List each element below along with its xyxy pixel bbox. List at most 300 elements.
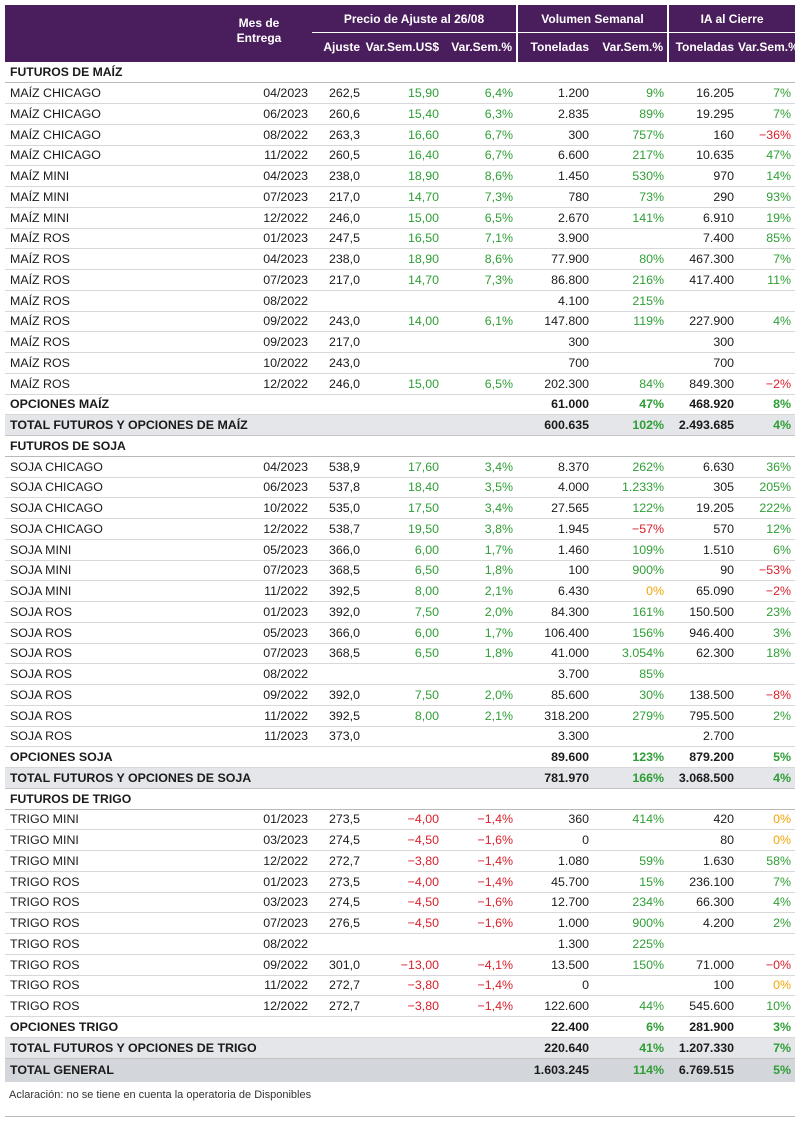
varsem-usd-value: −3,80 [364, 996, 443, 1017]
table-row [5, 519, 795, 540]
volumen-varsem-value: 123% [593, 747, 668, 768]
volumen-toneladas-value: 4.100 [517, 290, 593, 311]
volumen-toneladas-value: 1.080 [517, 851, 593, 872]
total-general-label: TOTAL GENERAL [5, 1058, 517, 1082]
ia-toneladas-value: 417.400 [668, 270, 738, 291]
mes-entrega: 11/2022 [220, 975, 312, 996]
volumen-toneladas-value: 84.300 [517, 602, 593, 623]
mes-entrega: 09/2022 [220, 311, 312, 332]
product-name: MAÍZ ROS [5, 353, 220, 374]
volumen-toneladas-value: 0 [517, 975, 593, 996]
ia-varsem-value: 7% [738, 83, 795, 104]
varsem-pct-value: 1,7% [443, 539, 517, 560]
header-toneladas-ia: Toneladas [668, 32, 738, 62]
varsem-usd-value: 6,50 [364, 643, 443, 664]
ia-varsem-value: 0% [738, 809, 795, 830]
volumen-varsem-value: 166% [593, 768, 668, 789]
ajuste-value: 272,7 [312, 996, 364, 1017]
opciones-row [5, 747, 795, 768]
section-title: FUTUROS DE SOJA [5, 436, 795, 457]
varsem-usd-value: −13,00 [364, 954, 443, 975]
volumen-toneladas-value: 202.300 [517, 373, 593, 394]
ia-toneladas-value: 795.500 [668, 705, 738, 726]
ia-toneladas-value: 468.920 [668, 394, 738, 415]
volumen-toneladas-value: 781.970 [517, 768, 593, 789]
header-ajuste: Ajuste [312, 32, 364, 62]
ia-varsem-value: 7% [738, 249, 795, 270]
ia-toneladas-value: 16.205 [668, 83, 738, 104]
varsem-pct-value: 7,3% [443, 187, 517, 208]
table-row [5, 560, 795, 581]
ia-varsem-value: 93% [738, 187, 795, 208]
ia-toneladas-value: 6.630 [668, 456, 738, 477]
volumen-toneladas-value: 12.700 [517, 892, 593, 913]
varsem-usd-value [364, 726, 443, 747]
volumen-varsem-value: 41% [593, 1037, 668, 1058]
volumen-varsem-value: 84% [593, 373, 668, 394]
volumen-toneladas-value: 8.370 [517, 456, 593, 477]
table-row [5, 705, 795, 726]
summary-label: OPCIONES TRIGO [5, 1017, 517, 1038]
ajuste-value: 274,5 [312, 830, 364, 851]
ia-varsem-value [738, 726, 795, 747]
ajuste-value: 392,0 [312, 685, 364, 706]
table-row [5, 602, 795, 623]
volumen-varsem-value: 47% [593, 394, 668, 415]
mes-entrega: 06/2023 [220, 477, 312, 498]
volumen-varsem-value: 530% [593, 166, 668, 187]
varsem-usd-value: 7,50 [364, 602, 443, 623]
volumen-varsem-value: 141% [593, 207, 668, 228]
volumen-varsem-value: 216% [593, 270, 668, 291]
table-row [5, 726, 795, 747]
ajuste-value: 373,0 [312, 726, 364, 747]
table-row [5, 892, 795, 913]
product-name: MAÍZ ROS [5, 249, 220, 270]
mes-entrega: 07/2023 [220, 913, 312, 934]
mes-entrega: 11/2022 [220, 145, 312, 166]
mes-entrega: 07/2023 [220, 187, 312, 208]
product-name: TRIGO MINI [5, 809, 220, 830]
ia-toneladas-value: 879.200 [668, 747, 738, 768]
ia-varsem-value: 8% [738, 394, 795, 415]
ia-varsem-value: 4% [738, 415, 795, 436]
ia-toneladas-value: 545.600 [668, 996, 738, 1017]
volumen-toneladas-value: 147.800 [517, 311, 593, 332]
section-header-row [5, 788, 795, 809]
ia-toneladas-value: 2.493.685 [668, 415, 738, 436]
table-row [5, 954, 795, 975]
header-toneladas-volumen: Toneladas [517, 32, 593, 62]
varsem-usd-value: 18,90 [364, 249, 443, 270]
volumen-varsem-value: 114% [593, 1058, 668, 1082]
volumen-varsem-value: 80% [593, 249, 668, 270]
ajuste-value: 260,6 [312, 104, 364, 125]
ia-varsem-value: 58% [738, 851, 795, 872]
table-row [5, 311, 795, 332]
varsem-pct-value: 7,3% [443, 270, 517, 291]
volumen-toneladas-value: 6.430 [517, 581, 593, 602]
ia-varsem-value: 19% [738, 207, 795, 228]
ia-toneladas-value: 290 [668, 187, 738, 208]
product-name: TRIGO ROS [5, 934, 220, 955]
mes-entrega: 12/2022 [220, 519, 312, 540]
product-name: SOJA ROS [5, 622, 220, 643]
ajuste-value: 217,0 [312, 270, 364, 291]
ia-toneladas-value: 80 [668, 830, 738, 851]
volumen-toneladas-value: 3.300 [517, 726, 593, 747]
table-row [5, 207, 795, 228]
table-row [5, 270, 795, 291]
summary-label: TOTAL FUTUROS Y OPCIONES DE SOJA [5, 768, 517, 789]
product-name: TRIGO MINI [5, 830, 220, 851]
volumen-varsem-value: 9% [593, 83, 668, 104]
varsem-pct-value: 1,7% [443, 622, 517, 643]
varsem-pct-value: 1,8% [443, 560, 517, 581]
varsem-pct-value: 3,8% [443, 519, 517, 540]
mes-entrega: 12/2022 [220, 373, 312, 394]
ia-toneladas-value: 4.200 [668, 913, 738, 934]
table-row [5, 456, 795, 477]
varsem-usd-value: 15,40 [364, 104, 443, 125]
table-row [5, 228, 795, 249]
table-row [5, 290, 795, 311]
ia-varsem-value: 85% [738, 228, 795, 249]
product-name: SOJA ROS [5, 685, 220, 706]
varsem-usd-value: −4,00 [364, 809, 443, 830]
volumen-toneladas-value: 300 [517, 332, 593, 353]
table-row [5, 249, 795, 270]
product-name: MAÍZ ROS [5, 311, 220, 332]
ia-toneladas-value [668, 664, 738, 685]
varsem-pct-value: 6,7% [443, 145, 517, 166]
mes-entrega: 10/2022 [220, 498, 312, 519]
mes-entrega: 01/2023 [220, 871, 312, 892]
volumen-varsem-value: 150% [593, 954, 668, 975]
table-row [5, 809, 795, 830]
ia-varsem-value: −0% [738, 954, 795, 975]
varsem-pct-value [443, 726, 517, 747]
product-name: MAÍZ MINI [5, 187, 220, 208]
varsem-pct-value: 6,5% [443, 207, 517, 228]
report-container [5, 5, 799, 1101]
bottom-divider [5, 1116, 795, 1117]
mes-entrega: 09/2022 [220, 954, 312, 975]
volumen-varsem-value: 44% [593, 996, 668, 1017]
ia-varsem-value: 0% [738, 975, 795, 996]
volumen-varsem-value: 30% [593, 685, 668, 706]
varsem-usd-value: −3,80 [364, 975, 443, 996]
varsem-usd-value: 15,00 [364, 373, 443, 394]
table-header [5, 5, 799, 62]
product-name: TRIGO ROS [5, 913, 220, 934]
volumen-toneladas-value: 700 [517, 353, 593, 374]
ajuste-value: 301,0 [312, 954, 364, 975]
mes-entrega: 04/2023 [220, 83, 312, 104]
summary-label: TOTAL FUTUROS Y OPCIONES DE MAÍZ [5, 415, 517, 436]
varsem-usd-value [364, 332, 443, 353]
volumen-varsem-value: 102% [593, 415, 668, 436]
varsem-pct-value: −1,4% [443, 975, 517, 996]
ia-varsem-value: 6% [738, 539, 795, 560]
product-name: SOJA ROS [5, 602, 220, 623]
ia-varsem-value: 2% [738, 913, 795, 934]
summary-label: OPCIONES SOJA [5, 747, 517, 768]
volumen-varsem-value: 279% [593, 705, 668, 726]
varsem-pct-value [443, 332, 517, 353]
table-row [5, 498, 795, 519]
varsem-usd-value: 16,60 [364, 124, 443, 145]
volumen-varsem-value: 217% [593, 145, 668, 166]
ia-varsem-value [738, 290, 795, 311]
opciones-row [5, 394, 795, 415]
mes-entrega: 03/2023 [220, 892, 312, 913]
volumen-toneladas-value: 1.945 [517, 519, 593, 540]
mes-entrega: 05/2023 [220, 539, 312, 560]
header-varsem-volumen: Var.Sem.% [593, 32, 668, 62]
total-general-row [5, 1058, 795, 1082]
volumen-varsem-value: 161% [593, 602, 668, 623]
ajuste-value: 392,5 [312, 705, 364, 726]
ia-varsem-value: 4% [738, 892, 795, 913]
volumen-toneladas-value: 77.900 [517, 249, 593, 270]
mes-entrega: 01/2023 [220, 602, 312, 623]
header-group-precio: Precio de Ajuste al 26/08 [312, 5, 517, 32]
section-header-row [5, 436, 795, 457]
varsem-usd-value: 14,70 [364, 270, 443, 291]
product-name: SOJA MINI [5, 539, 220, 560]
volumen-toneladas-value: 41.000 [517, 643, 593, 664]
volumen-varsem-value: 1.233% [593, 477, 668, 498]
varsem-usd-value: 18,90 [364, 166, 443, 187]
header-mes-entrega [220, 5, 312, 62]
table-row [5, 477, 795, 498]
mes-entrega: 05/2023 [220, 622, 312, 643]
ia-varsem-value: 11% [738, 270, 795, 291]
ia-toneladas-value: 19.295 [668, 104, 738, 125]
product-name: SOJA ROS [5, 726, 220, 747]
varsem-usd-value: 16,50 [364, 228, 443, 249]
ia-varsem-value: 12% [738, 519, 795, 540]
mes-entrega: 07/2023 [220, 643, 312, 664]
volumen-toneladas-value: 1.603.245 [517, 1058, 593, 1082]
volumen-varsem-value: 156% [593, 622, 668, 643]
varsem-pct-value: 7,1% [443, 228, 517, 249]
ajuste-value: 392,0 [312, 602, 364, 623]
mes-entrega: 08/2022 [220, 664, 312, 685]
mes-entrega: 04/2023 [220, 166, 312, 187]
product-name: SOJA CHICAGO [5, 456, 220, 477]
mes-entrega: 08/2022 [220, 934, 312, 955]
ia-varsem-value: −8% [738, 685, 795, 706]
varsem-pct-value: 6,4% [443, 83, 517, 104]
varsem-usd-value: 7,50 [364, 685, 443, 706]
header-product-blank [5, 5, 220, 62]
mes-entrega: 07/2023 [220, 560, 312, 581]
ia-varsem-value: −53% [738, 560, 795, 581]
varsem-pct-value: 2,0% [443, 685, 517, 706]
table-row [5, 373, 795, 394]
header-group-volumen: Volumen Semanal [517, 5, 668, 32]
product-name: SOJA MINI [5, 560, 220, 581]
table-row [5, 83, 795, 104]
ajuste-value: 272,7 [312, 851, 364, 872]
ia-toneladas-value: 305 [668, 477, 738, 498]
varsem-usd-value [364, 934, 443, 955]
varsem-usd-value [364, 353, 443, 374]
varsem-pct-value: 3,4% [443, 498, 517, 519]
varsem-pct-value: 3,4% [443, 456, 517, 477]
section-title: FUTUROS DE TRIGO [5, 788, 795, 809]
ia-toneladas-value: 2.700 [668, 726, 738, 747]
product-name: MAÍZ CHICAGO [5, 83, 220, 104]
volumen-toneladas-value: 1.460 [517, 539, 593, 560]
ia-toneladas-value: 849.300 [668, 373, 738, 394]
varsem-usd-value: 6,50 [364, 560, 443, 581]
table-row [5, 124, 795, 145]
volumen-varsem-value: −57% [593, 519, 668, 540]
section-title: FUTUROS DE MAÍZ [5, 62, 795, 83]
volumen-varsem-value: 15% [593, 871, 668, 892]
table-row [5, 104, 795, 125]
volumen-toneladas-value: 22.400 [517, 1017, 593, 1038]
ia-toneladas-value: 10.635 [668, 145, 738, 166]
varsem-usd-value: 16,40 [364, 145, 443, 166]
product-name: MAÍZ ROS [5, 332, 220, 353]
volumen-varsem-value: 225% [593, 934, 668, 955]
product-name: MAÍZ ROS [5, 270, 220, 291]
varsem-pct-value: −1,6% [443, 892, 517, 913]
volumen-varsem-value: 757% [593, 124, 668, 145]
volumen-toneladas-value: 3.900 [517, 228, 593, 249]
volumen-toneladas-value: 2.670 [517, 207, 593, 228]
ia-varsem-value [738, 353, 795, 374]
ia-varsem-value: 5% [738, 747, 795, 768]
varsem-pct-value [443, 353, 517, 374]
ia-toneladas-value: 138.500 [668, 685, 738, 706]
ajuste-value: 366,0 [312, 622, 364, 643]
varsem-pct-value: 3,5% [443, 477, 517, 498]
varsem-usd-value: −4,00 [364, 871, 443, 892]
volumen-varsem-value [593, 726, 668, 747]
product-name: TRIGO MINI [5, 851, 220, 872]
varsem-pct-value: −1,6% [443, 830, 517, 851]
ia-varsem-value: 0% [738, 830, 795, 851]
varsem-pct-value: 6,1% [443, 311, 517, 332]
ia-toneladas-value: 90 [668, 560, 738, 581]
ia-varsem-value: 23% [738, 602, 795, 623]
product-name: SOJA CHICAGO [5, 477, 220, 498]
ia-toneladas-value: 946.400 [668, 622, 738, 643]
header-mes-line2: Entrega [236, 31, 282, 45]
ia-varsem-value: −36% [738, 124, 795, 145]
ia-varsem-value: −2% [738, 581, 795, 602]
ia-varsem-value: 10% [738, 996, 795, 1017]
volumen-varsem-value: 59% [593, 851, 668, 872]
ia-toneladas-value: 236.100 [668, 871, 738, 892]
table-row [5, 664, 795, 685]
volumen-toneladas-value: 780 [517, 187, 593, 208]
header-group-ia: IA al Cierre [668, 5, 795, 32]
product-name: MAÍZ CHICAGO [5, 145, 220, 166]
ajuste-value: 238,0 [312, 166, 364, 187]
mes-entrega: 03/2023 [220, 830, 312, 851]
varsem-pct-value: 6,3% [443, 104, 517, 125]
varsem-usd-value: 17,60 [364, 456, 443, 477]
volumen-varsem-value: 262% [593, 456, 668, 477]
volumen-toneladas-value: 0 [517, 830, 593, 851]
varsem-usd-value: 6,00 [364, 622, 443, 643]
summary-label: TOTAL FUTUROS Y OPCIONES DE TRIGO [5, 1037, 517, 1058]
volumen-toneladas-value: 1.450 [517, 166, 593, 187]
product-name: TRIGO ROS [5, 871, 220, 892]
table-row [5, 187, 795, 208]
ia-toneladas-value [668, 290, 738, 311]
ia-toneladas-value: 19.205 [668, 498, 738, 519]
mes-entrega: 09/2023 [220, 332, 312, 353]
ia-varsem-value: 2% [738, 705, 795, 726]
mes-entrega: 12/2022 [220, 207, 312, 228]
table-row [5, 934, 795, 955]
ajuste-value: 538,9 [312, 456, 364, 477]
ajuste-value: 537,8 [312, 477, 364, 498]
ia-toneladas-value: 970 [668, 166, 738, 187]
header-varsem-pct: Var.Sem.% [443, 32, 517, 62]
volumen-toneladas-value: 360 [517, 809, 593, 830]
ajuste-value: 368,5 [312, 643, 364, 664]
table-row [5, 851, 795, 872]
mes-entrega: 12/2022 [220, 996, 312, 1017]
varsem-usd-value: 17,50 [364, 498, 443, 519]
ia-varsem-value: 222% [738, 498, 795, 519]
ajuste-value: 366,0 [312, 539, 364, 560]
mes-entrega: 10/2022 [220, 353, 312, 374]
product-name: SOJA CHICAGO [5, 519, 220, 540]
varsem-usd-value: 8,00 [364, 705, 443, 726]
volumen-toneladas-value: 122.600 [517, 996, 593, 1017]
varsem-usd-value: −3,80 [364, 851, 443, 872]
ajuste-value: 535,0 [312, 498, 364, 519]
table-row [5, 643, 795, 664]
volumen-toneladas-value: 100 [517, 560, 593, 581]
volumen-varsem-value [593, 353, 668, 374]
ia-varsem-value: 3% [738, 1017, 795, 1038]
varsem-usd-value [364, 664, 443, 685]
varsem-usd-value: −4,50 [364, 830, 443, 851]
ajuste-value [312, 934, 364, 955]
varsem-pct-value: −4,1% [443, 954, 517, 975]
ajuste-value: 246,0 [312, 373, 364, 394]
ia-varsem-value: 4% [738, 311, 795, 332]
table-row [5, 871, 795, 892]
ia-toneladas-value: 467.300 [668, 249, 738, 270]
ajuste-value [312, 664, 364, 685]
table-row [5, 996, 795, 1017]
volumen-varsem-value: 900% [593, 560, 668, 581]
table-row [5, 353, 795, 374]
varsem-usd-value: −4,50 [364, 913, 443, 934]
volumen-toneladas-value: 27.565 [517, 498, 593, 519]
table-row [5, 622, 795, 643]
futures-summary-table [5, 5, 799, 1082]
ajuste-value: 276,5 [312, 913, 364, 934]
volumen-toneladas-value: 3.700 [517, 664, 593, 685]
varsem-pct-value: 6,5% [443, 373, 517, 394]
footnote: Aclaración: no se tiene en cuenta la operatoria de Disponibles [9, 1089, 312, 1101]
ia-toneladas-value: 100 [668, 975, 738, 996]
ajuste-value: 243,0 [312, 353, 364, 374]
ajuste-value: 272,7 [312, 975, 364, 996]
